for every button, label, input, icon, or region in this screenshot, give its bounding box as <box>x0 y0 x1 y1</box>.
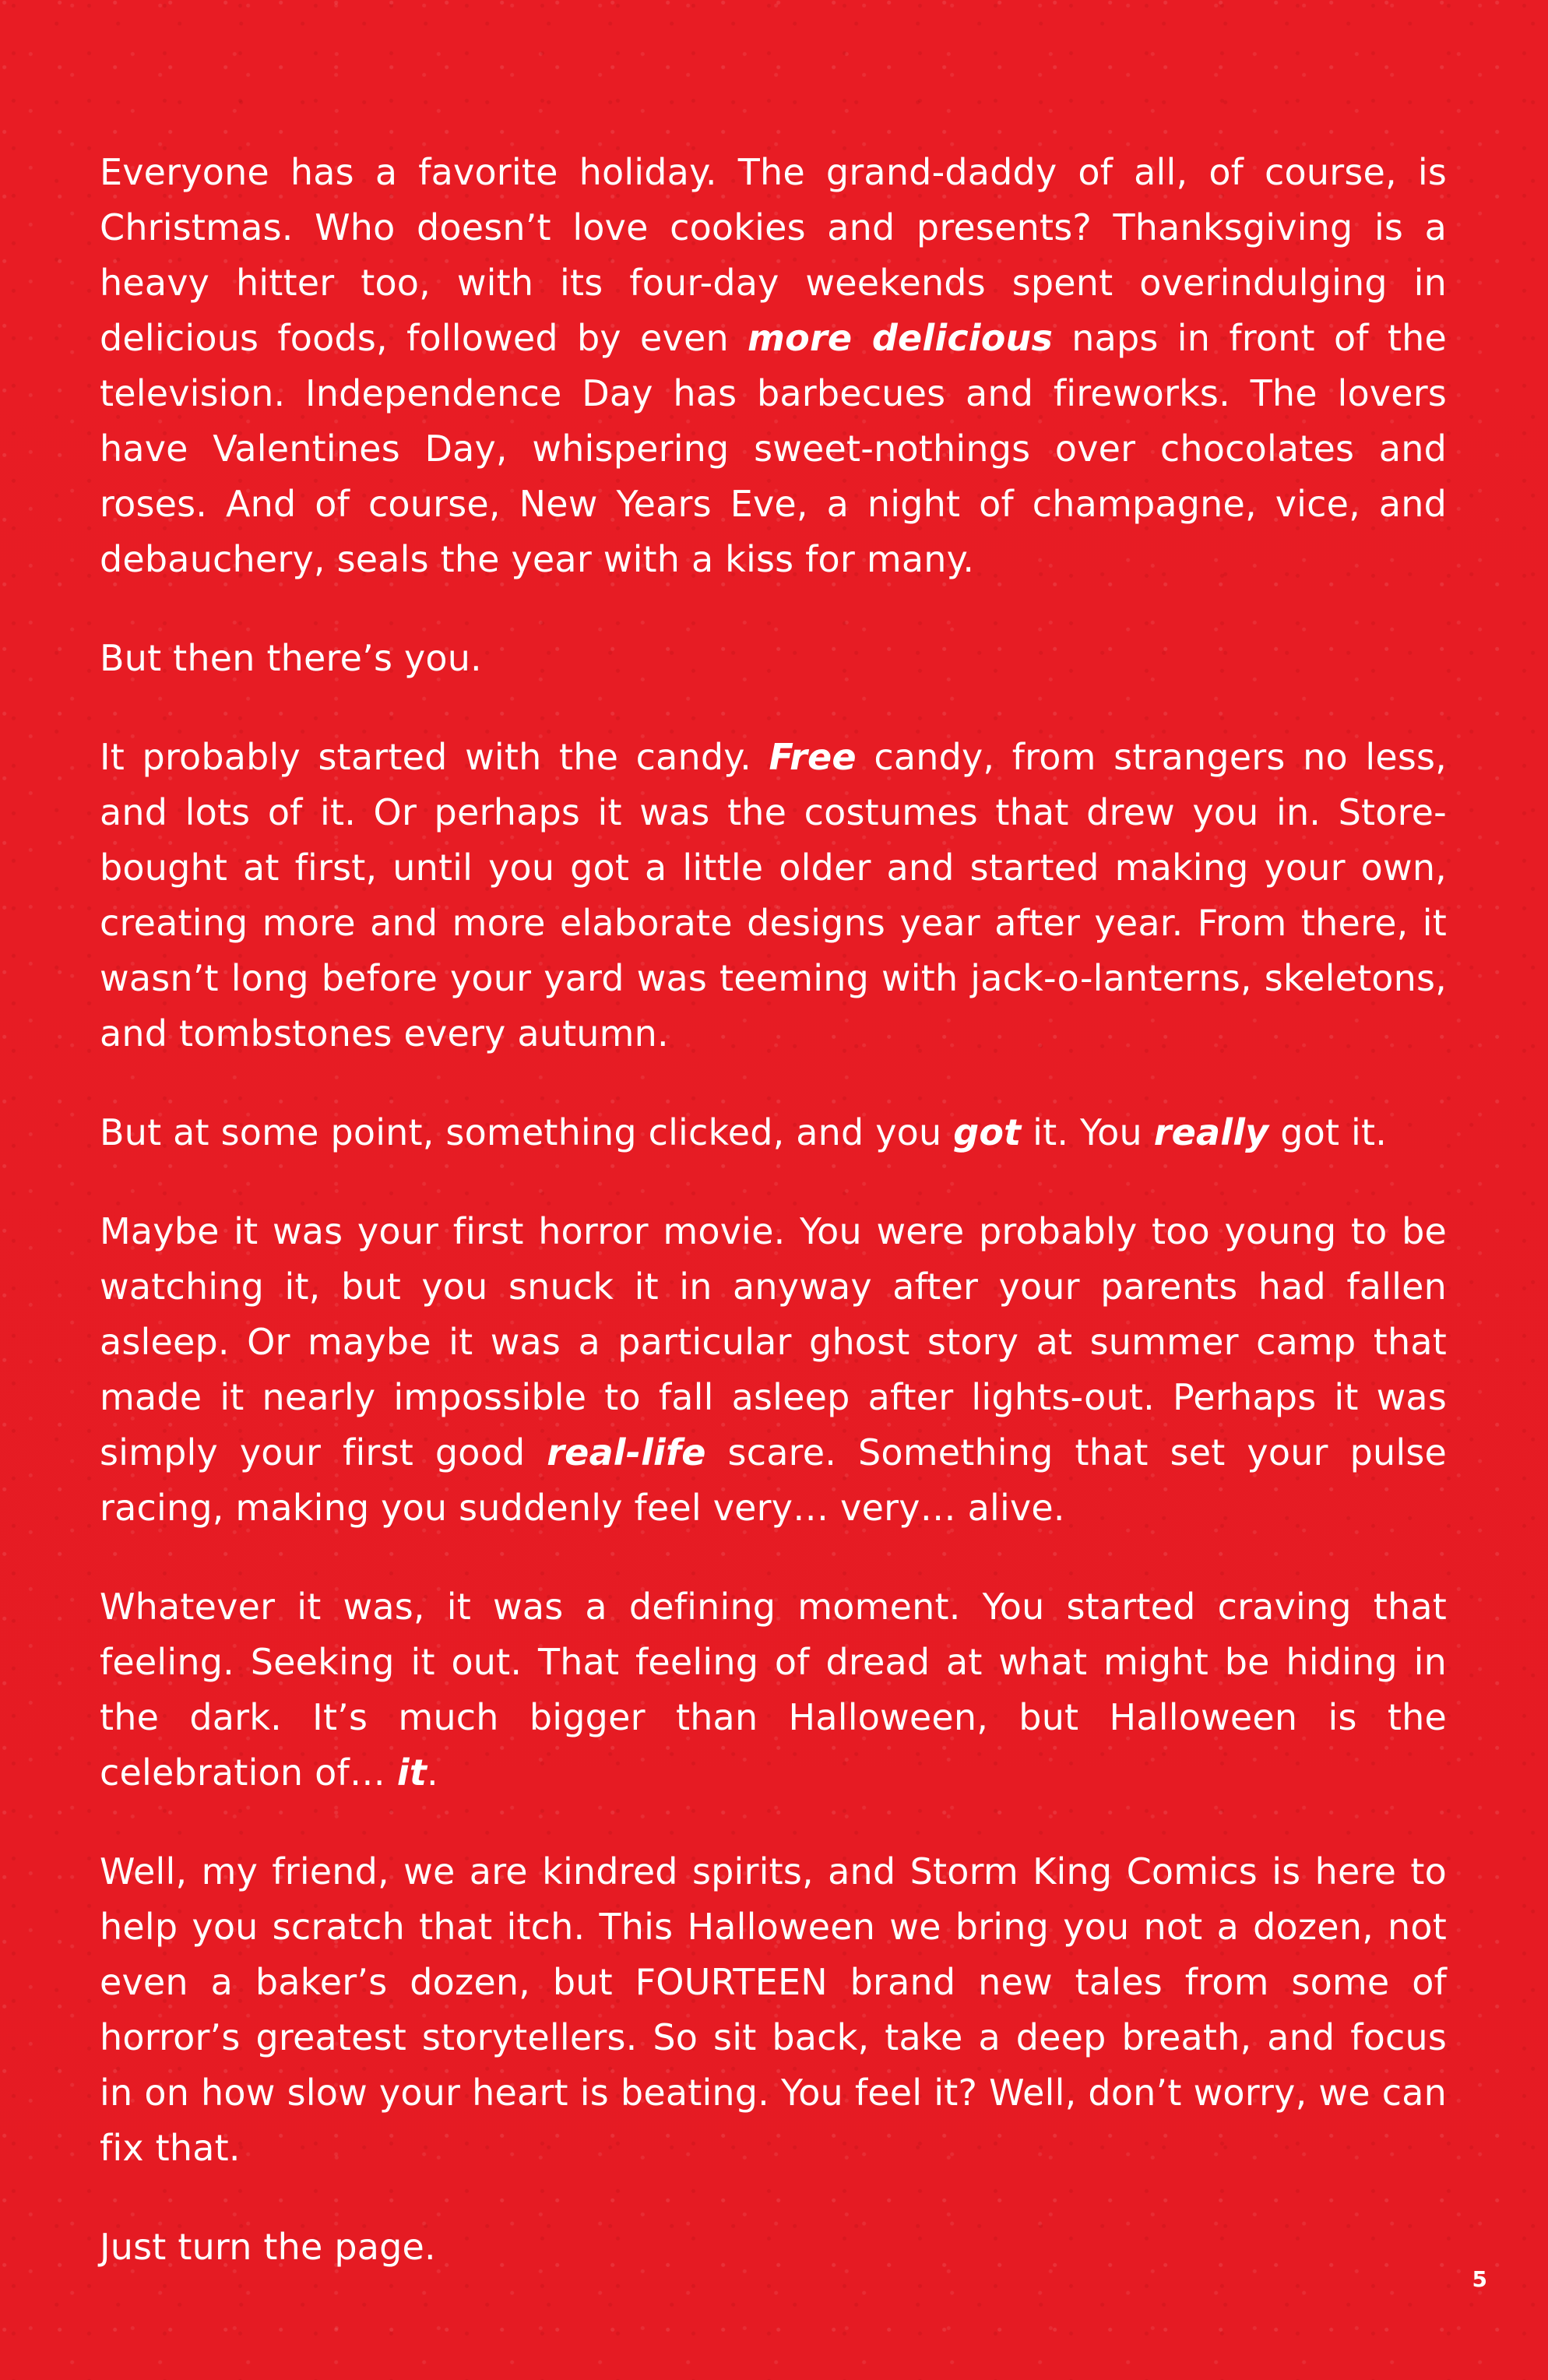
text-run: it. You <box>1021 1111 1154 1153</box>
text-run: candy, from strangers no less, and lots of it. Or perhaps it was the costumes that drew you in. Store-bought at first, until you got a little older and started making your own, creating more and more elaborate designs year after year. From there, it wasn’t long before your yard was teeming with jack-o-lanterns, skeletons, and tombstones every autumn. <box>100 736 1447 1054</box>
paragraph-clicked <box>100 1105 1447 1160</box>
paragraph-storm-king <box>100 1844 1447 2176</box>
emphasized-text: more delicious <box>748 317 1054 359</box>
text-run: got it. <box>1268 1111 1388 1153</box>
introduction-text <box>100 145 1447 2318</box>
text-run: scare. Something that set your pulse racing, making you suddenly feel very… very… alive. <box>100 1431 1447 1529</box>
text-run: Everyone has a favorite holiday. The grand-daddy of all, of course, is Christmas. Who doesn’t love cookies and presents? Thanksgiving is a heavy hitter too, with its four-day weekends spent overindulging in delicious foods, followed by even <box>100 151 1447 359</box>
emphasized-text: really <box>1153 1111 1269 1153</box>
text-run: . <box>427 1752 438 1794</box>
emphasized-text: got <box>953 1111 1022 1153</box>
paragraph-holiday-intro <box>100 145 1447 587</box>
text-run: But at some point, something clicked, and you <box>100 1111 954 1153</box>
paragraph-then-you <box>100 631 1447 686</box>
paragraph-first-horror <box>100 1204 1447 1536</box>
emphasized-text: it <box>396 1752 427 1794</box>
paragraph-candy-costumes <box>100 730 1447 1061</box>
text-run: But then there’s you. <box>100 637 482 679</box>
text-run: It probably started with the candy. <box>100 736 769 778</box>
paragraph-defining-moment <box>100 1579 1447 1801</box>
text-run: naps in front of the television. Independence Day has barbecues and fireworks. The lovers have Valentines Day, whispering sweet-nothings over chocolates and roses. And of course, New Years Eve, a night of champagne, vice, and debauchery, seals the year with a kiss for many. <box>100 317 1448 580</box>
text-run: Just turn the page. <box>100 2226 436 2268</box>
emphasized-text: Free <box>769 736 857 778</box>
page-number: 5 <box>1472 2266 1487 2292</box>
paragraph-turn-page <box>100 2220 1447 2275</box>
emphasized-text: real-life <box>547 1431 706 1473</box>
text-run: Whatever it was, it was a defining moment. You started craving that feeling. Seeking it out. That feeling of dread at what might be hiding in the dark. It’s much bigger than Halloween, but Halloween is the celebration of… <box>100 1586 1447 1794</box>
text-run: Well, my friend, we are kindred spirits, and Storm King Comics is here to help you scratch that itch. This Halloween we bring you not a dozen, not even a baker’s dozen, but FOURTEEN brand new tales from some of horror’s greatest storytellers. So sit back, take a deep breath, and focus in on how slow your heart is beating. You feel it? Well, don’t worry, we can fix that. <box>100 1850 1447 2169</box>
text-run: Maybe it was your first horror movie. You were probably too young to be watching it, but you snuck it in anyway after your parents had fallen asleep. Or maybe it was a particular ghost story at summer camp that made it nearly impossible to fall asleep after lights-out. Perhaps it was simply your first good <box>100 1210 1447 1473</box>
